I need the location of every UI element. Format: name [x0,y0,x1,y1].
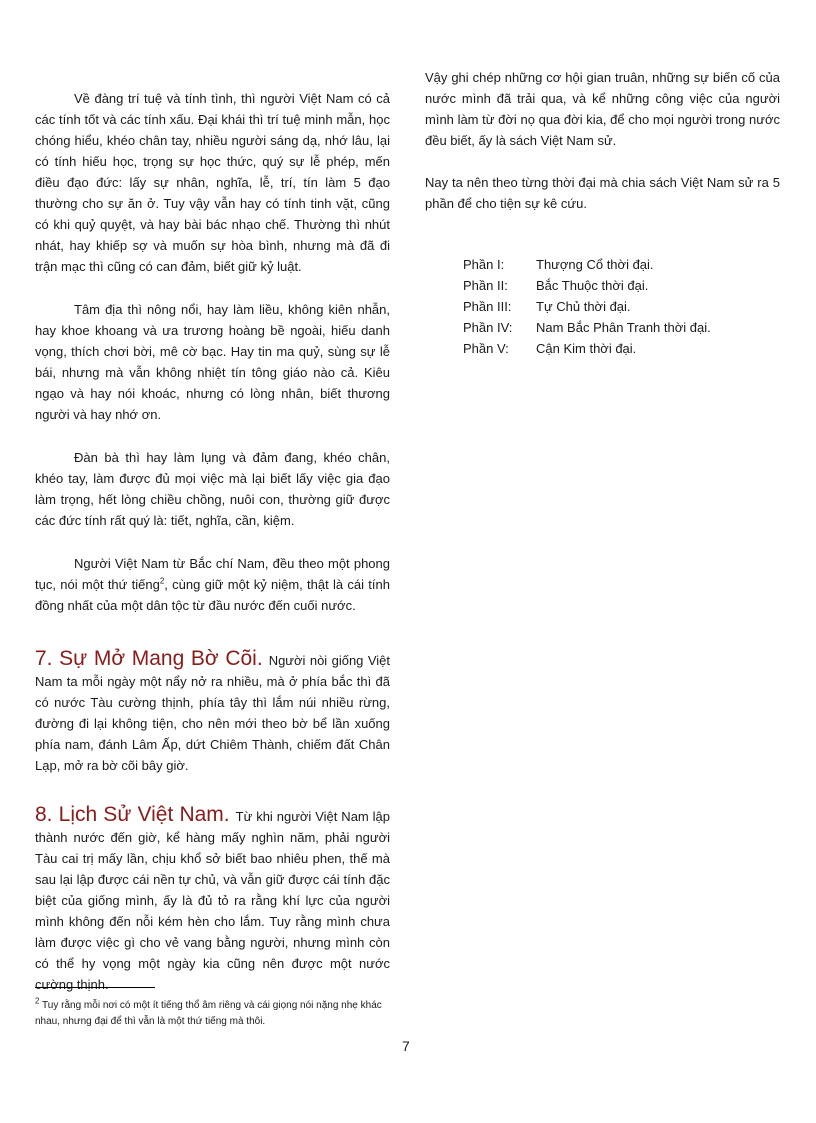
paragraph-unity [35,553,390,616]
list-item [463,254,780,275]
page-number: 7 [402,1038,410,1054]
right-column [425,70,780,359]
left-column [35,88,390,1017]
part-name: Thượng Cổ thời đại. [536,257,654,272]
section-8 [35,804,390,995]
part-number: Phần II: [463,278,508,293]
part-number: Phần IV: [463,320,513,335]
section-8-text: Từ khi người Việt Nam lập thành nước đến giờ, kể hàng mấy nghìn năm, phải người Tàu cai trị mấy lần, chịu khổ sở biết bao nhiêu phen, thế mà sau lại lập được cái nền tự chủ, và vẫn giữ được cái tính đặc biệt của giống mình, ấy là đủ tỏ ra rằng khí lực của người mình không đến nỗi kém hèn cho lắm. Tuy rằng mình chưa làm được việc gì cho vẻ vang bằng người, nhưng mình còn có thể hy vọng một ngày kia cũng nên được một nước cường thịnh. [35,809,391,992]
part-number: Phần V: [463,341,509,356]
part-name: Nam Bắc Phân Tranh thời đại. [536,320,711,335]
unity-text-after: , cùng giữ một kỷ niệm, thật là cái tính đồng nhất của một dân tộc từ đầu nước đến cuối nước. [35,577,390,613]
list-item [463,317,780,338]
paragraph-division: Nay ta nên theo từng thời đại mà chia sách Việt Nam sử ra 5 phần để cho tiện sự kê cứu. [425,175,780,211]
footnote-divider [35,987,155,988]
paragraph-intellect: Về đàng trí tuệ và tính tình, thì người Việt Nam có cả các tính tốt và các tính xấu. Đại khái thì trí tuệ minh mẫn, học chóng hiểu, khéo chân tay, nhiều người sáng dạ, nhớ lâu, lại có tính hiếu học, trọng sự học thức, quý sự lễ phép, mến điều đạo đức: lấy sự nhân, nghĩa, lễ, trí, tín làm 5 đạo thường cho sự ăn ở. Tuy vậy vẫn hay có tính tinh vặt, cũng có khi quỷ quyệt, và hay bài bác nhạo chế. Thường thì nhút nhát, hay khiếp sợ và muốn sự hòa bình, nhưng mà đã đi trận mạc thì cũng có can đảm, biết giữ kỷ luật. [35,91,390,274]
section-7-text: Người nòi giống Việt Nam ta mỗi ngày một nẩy nở ra nhiều, mà ở phía bắc thì đã có nước Tàu cường thịnh, phía tây thì lắm núi nhiều rừng, đường đi lại không tiện, cho nên mới theo bờ bể lần xuống phía nam, đánh Lâm Ấp, dứt Chiêm Thành, chiếm đất Chân Lạp, mở ra bờ cõi bây giờ. [35,653,390,773]
list-item [463,296,780,317]
footnote-reference[interactable]: 2 [159,576,165,586]
footnote-text: Tuy rằng mỗi nơi có một ít tiếng thổ âm riêng và cái giọng nói nặng nhẹ khác nhau, nhưng đại để thì vẫn là một thứ tiếng mà thôi. [35,1000,382,1027]
section-8-heading: 8. Lịch Sử Việt Nam. [35,803,230,826]
section-7-heading: 7. Sự Mở Mang Bờ Cõi. [35,647,263,670]
list-item [463,338,780,359]
footnote-marker: 2 [35,996,40,1006]
part-name: Tự Chủ thời đại. [536,299,631,314]
paragraph-women: Đàn bà thì hay làm lụng và đảm đang, khéo chân, khéo tay, làm được đủ mọi việc mà lại biết lấy việc gia đạo làm trọng, hết lòng chiều chồng, nuôi con, thường giữ được các đức tính rất quý là: tiết, nghĩa, cần, kiệm. [35,450,390,528]
part-name: Cận Kim thời đại. [536,341,637,356]
part-name: Bắc Thuộc thời đại. [536,278,649,293]
footnote [35,998,390,1030]
section-7 [35,648,390,776]
unity-text-before: Người Việt Nam từ Bắc chí Nam, đều theo một phong tục, nói một thứ tiếng [35,556,390,592]
paragraph-history-purpose: Vậy ghi chép những cơ hội gian truân, những sự biến cố của nước mình đã trải qua, và kể những công việc của người mình làm từ đời nọ qua đời kia, để cho mọi người trong nước đều biết, ấy là sách Việt Nam sử. [425,70,780,148]
paragraph-temperament: Tâm địa thì nông nổi, hay làm liều, không kiên nhẫn, hay khoe khoang và ưa trương hoàng bề ngoài, hiếu danh vọng, thích chơi bời, mê cờ bạc. Hay tin ma quỷ, sùng sự lễ bái, nhưng mà vẫn không nhiệt tín tông giáo nào cả. Kiêu ngạo và hay nói khoác, nhưng có lòng nhân, biết thương người và hay nhớ ơn. [35,302,390,422]
part-number: Phần III: [463,299,512,314]
part-number: Phần I: [463,257,505,272]
list-item [463,275,780,296]
parts-list [463,254,780,359]
